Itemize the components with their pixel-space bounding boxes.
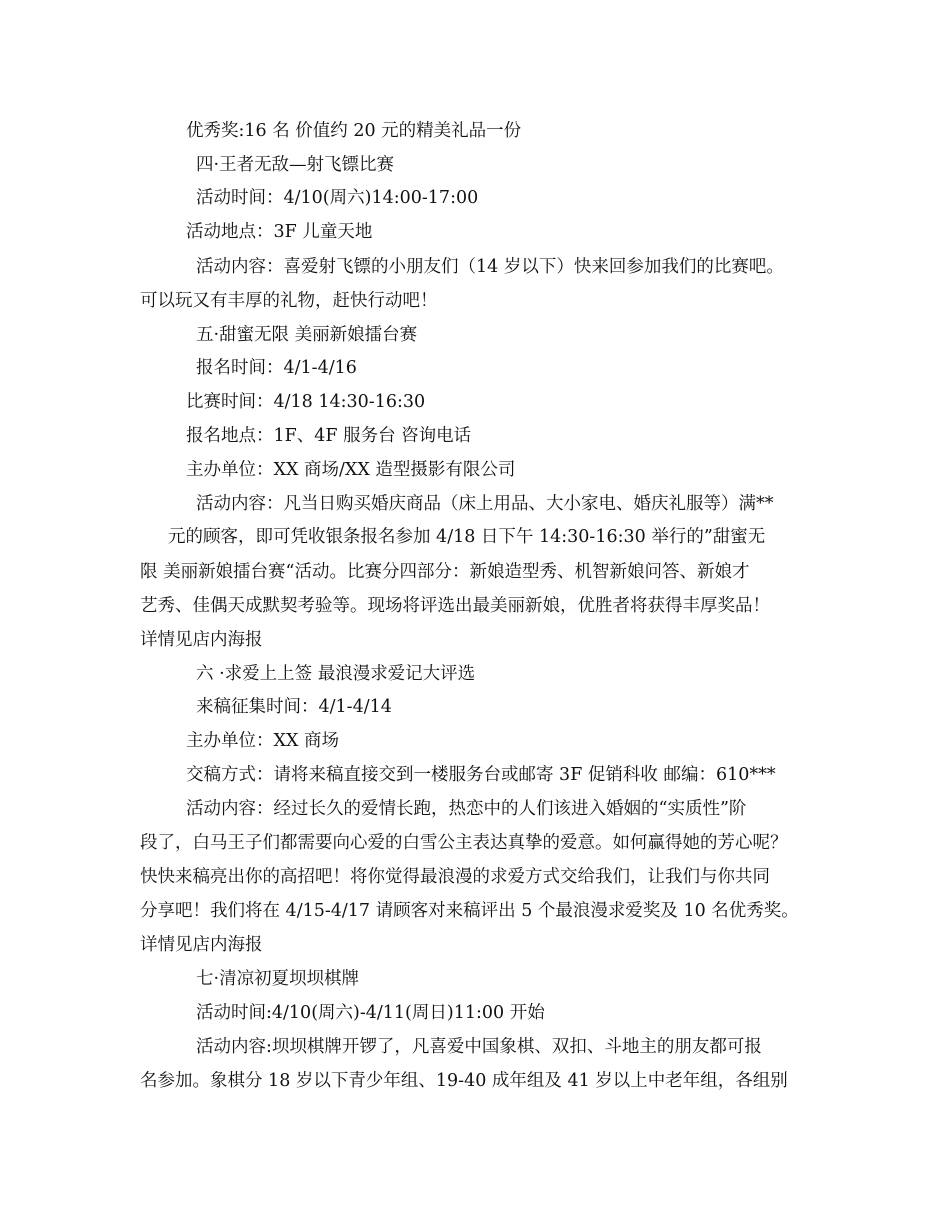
text-line: 活动内容：喜爱射飞镖的小朋友们（14 岁以下）快来回参加我们的比赛吧。 [196,257,784,277]
text-line: 分享吧！我们将在 4/15-4/17 请顾客对来稿评出 5 个最浪漫求爱奖及 10 名优秀奖。 [140,901,799,921]
section-heading: 六 ·求爱上上签 最浪漫求爱记大评选 [196,664,476,684]
text-line: 活动内容：经过长久的爱情长跑，热恋中的人们该进入婚姻的“实质性”阶 [186,799,747,819]
text-line: 名参加。象棋分 18 岁以下青少年组、19-40 成年组及 41 岁以上中老年组，各组别 [140,1071,788,1091]
text-line: 活动内容：凡当日购买婚庆商品（床上用品、大小家电、婚庆礼服等）满** [196,494,774,514]
text-line: 艺秀、佳偶天成默契考验等。现场将评选出最美丽新娘，优胜者将获得丰厚奖品！ [140,596,770,616]
text-line: 限 美丽新娘擂台赛“活动。比赛分四部分：新娘造型秀、机智新娘问答、新娘才 [140,562,750,582]
text-line: 快快来稿亮出你的高招吧！将你觉得最浪漫的求爱方式交给我们，让我们与你共同 [140,867,770,887]
text-line: 活动时间：4/10(周六)14:00-17:00 [196,188,479,208]
text-line: 报名地点：1F、4F 服务台 咨询电话 [186,426,472,446]
text-line: 报名时间：4/1-4/16 [196,358,357,378]
section-heading: 四·王者无敌—射飞镖比赛 [196,155,395,175]
text-line: 比赛时间：4/18 14:30-16:30 [186,392,426,412]
text-line: 段了，白马王子们都需要向心爱的白雪公主表达真挚的爱意。如何赢得她的芳心呢？ [140,833,788,853]
text-line: 主办单位：XX 商场/XX 造型摄影有限公司 [186,460,516,480]
text-line: 可以玩又有丰厚的礼物，赶快行动吧！ [140,291,438,311]
text-line: 活动内容:坝坝棋牌开锣了，凡喜爱中国象棋、双扣、斗地主的朋友都可报 [196,1037,762,1057]
text-line: 详情见店内海报 [140,630,263,650]
section-heading: 七·清凉初夏坝坝棋牌 [196,969,360,989]
text-line: 活动地点：3F 儿童天地 [186,222,373,242]
text-line: 来稿征集时间：4/1-4/14 [196,697,392,717]
text-line: 元的顾客，即可凭收银条报名参加 4/18 日下午 14:30-16:30 举行的”甜蜜无 [168,527,766,547]
text-line: 主办单位：XX 商场 [186,731,339,751]
text-line: 详情见店内海报 [140,935,263,955]
section-heading: 五·甜蜜无限 美丽新娘擂台赛 [196,325,418,345]
text-line: 活动时间:4/10(周六)-4/11(周日)11:00 开始 [196,1003,545,1023]
text-line: 优秀奖:16 名 价值约 20 元的精美礼品一份 [186,121,522,141]
text-line: 交稿方式：请将来稿直接交到一楼服务台或邮寄 3F 促销科收 邮编：610*** [186,765,776,785]
